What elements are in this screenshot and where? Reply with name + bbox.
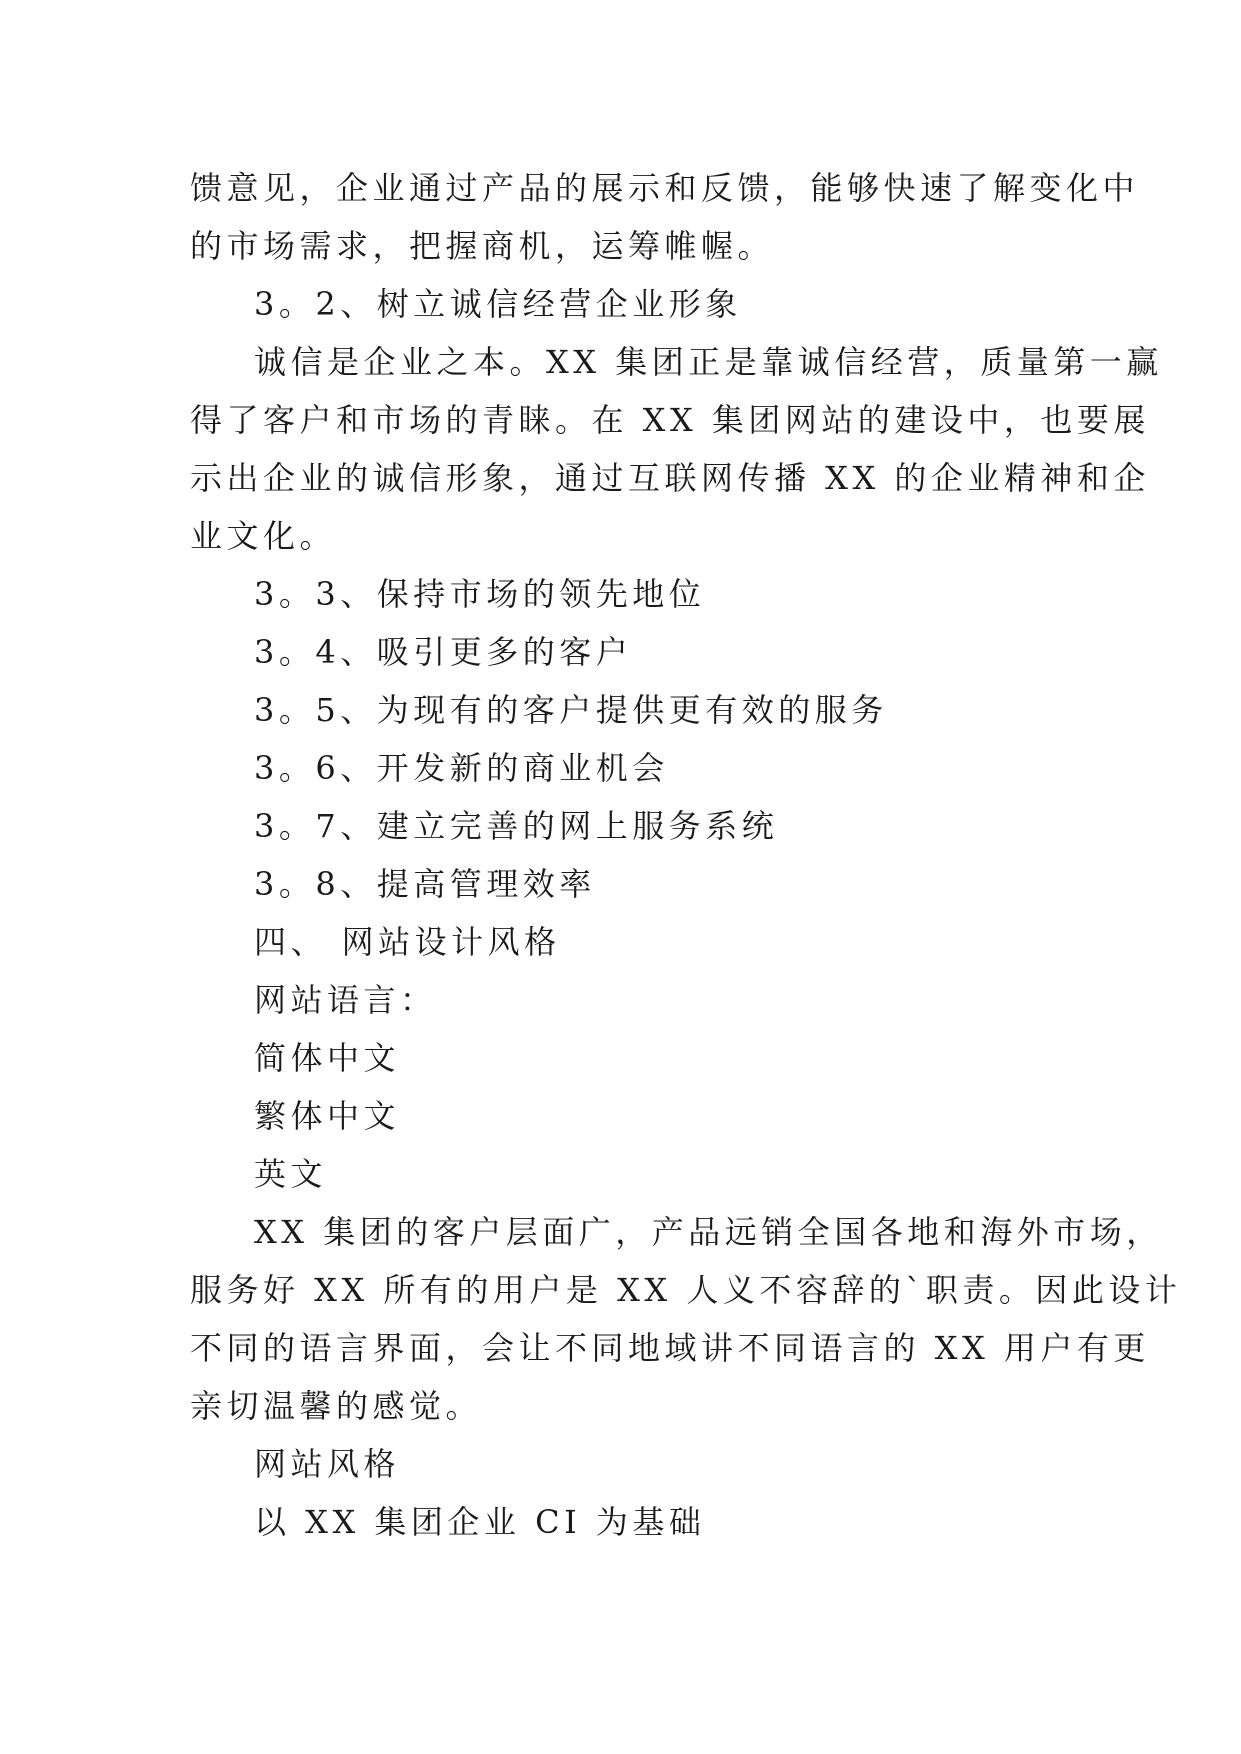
text-line: 的市场需求，把握商机，运筹帷幄。 [190, 227, 775, 265]
text-line: 网站风格 [254, 1445, 401, 1483]
section-heading: 3。4、吸引更多的客户 [254, 633, 633, 671]
text-line: 服务好 XX 所有的用户是 XX 人义不容辞的`职责。因此设计 [190, 1271, 1182, 1309]
list-item: 英文 [254, 1155, 328, 1193]
list-item: 简体中文 [254, 1039, 401, 1077]
text-line: 示出企业的诚信形象，通过互联网传播 XX 的企业精神和企 [190, 459, 1150, 497]
text-line: 网站语言： [254, 981, 437, 1019]
section-heading: 3。5、为现有的客户提供更有效的服务 [254, 691, 888, 729]
text-line: 业文化。 [190, 517, 337, 555]
document-body [190, 159, 1182, 1551]
list-item: 繁体中文 [254, 1097, 401, 1135]
text-line: 不同的语言界面，会让不同地域讲不同语言的 XX 用户有更 [190, 1329, 1150, 1367]
text-line: 诚信是企业之本。XX 集团正是靠诚信经营，质量第一赢 [254, 343, 1163, 381]
chapter-heading: 四、 网站设计风格 [254, 923, 561, 961]
section-heading: 3。3、保持市场的领先地位 [254, 575, 706, 613]
section-heading: 3。2、树立诚信经营企业形象 [254, 285, 742, 323]
text-line: 馈意见，企业通过产品的展示和反馈，能够快速了解变化中 [190, 169, 1140, 207]
text-line: 以 XX 集团企业 CI 为基础 [254, 1503, 706, 1541]
text-line: 亲切温馨的感觉。 [190, 1387, 483, 1425]
section-heading: 3。6、开发新的商业机会 [254, 749, 669, 787]
text-line: 得了客户和市场的青睐。在 XX 集团网站的建设中，也要展 [190, 401, 1150, 439]
text-line: XX 集团的客户层面广，产品远销全国各地和海外市场， [254, 1213, 1163, 1251]
section-heading: 3。8、提高管理效率 [254, 865, 596, 903]
section-heading: 3。7、建立完善的网上服务系统 [254, 807, 779, 845]
